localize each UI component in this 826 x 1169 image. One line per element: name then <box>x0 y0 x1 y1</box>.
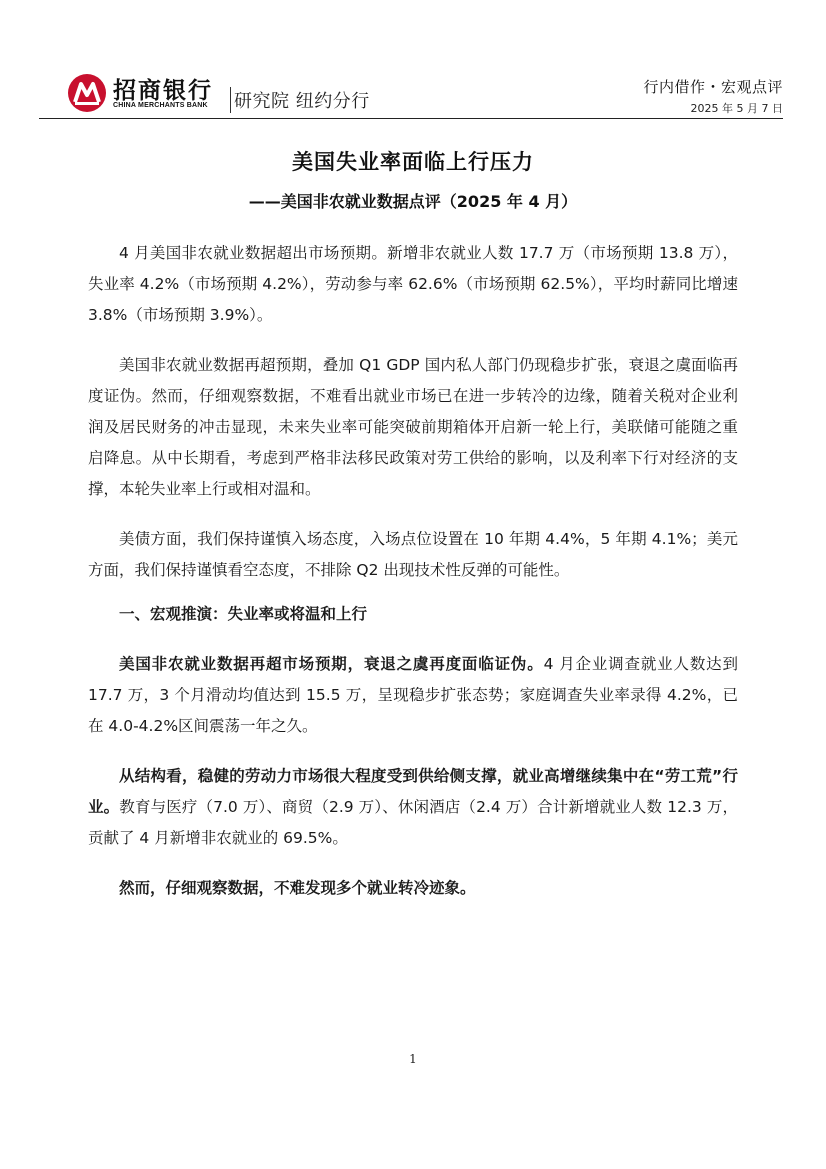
logo-english-text: CHINA MERCHANTS BANK <box>113 102 208 109</box>
section-heading: 一、宏观推演：失业率或将温和上行 <box>119 605 368 623</box>
section-paragraph-1-text: 4 月企业调查就业人数达到 17.7 万，3 个月滑动均值达到 15.5 万，呈现稳步扩张态势；家庭调查失业率录得 4.2%，已在 4.0-4.2%区间震荡一年之久。 <box>88 655 738 735</box>
page-number: 1 <box>409 1052 417 1066</box>
outlook-paragraph: 美国非农就业数据再超预期，叠加 Q1 GDP 国内私人部门仍现稳步扩张，衰退之虞面临再度证伪。然而，仔细观察数据，不难看出就业市场已在进一步转冷的边缘，随着关税对企业利润及居民财务的冲击显现，未来失业率可能突破前期箱体开启新一轮上行，美联储可能随之重启降息。从中长期看，考虑到严格非法移民政策对劳工供给的影响，以及利率下行对经济的支撑，本轮失业率上行或相对温和。 <box>88 356 738 498</box>
header-divider <box>39 118 783 119</box>
section-paragraph-1-lead: 美国非农就业数据再超市场预期，衰退之虞再度面临证伪。 <box>119 655 544 673</box>
page-header <box>67 70 783 118</box>
section-paragraph-3 <box>88 873 738 904</box>
report-body <box>88 238 738 904</box>
section-paragraph-2 <box>88 761 738 854</box>
page-title: 美国失业率面临上行压力 <box>292 150 534 174</box>
document-date: 2025 年 5 月 7 日 <box>690 102 783 115</box>
section-paragraph-1 <box>88 649 738 742</box>
department-label: 研究院 纽约分行 <box>234 91 370 112</box>
strategy-paragraph: 美债方面，我们保持谨慎入场态度，入场点位设置在 10 年期 4.4%，5 年期 4.1%；美元方面，我们保持谨慎看空态度，不排除 Q2 出现技术性反弹的可能性。 <box>88 530 738 579</box>
header-separator <box>230 87 231 113</box>
bank-logo-icon <box>67 73 107 113</box>
document-type: 行内借作・宏观点评 <box>643 78 783 96</box>
page-subtitle: ——美国非农就业数据点评（2025 年 4 月） <box>248 192 578 211</box>
section-paragraph-2-text: 教育与医疗（7.0 万）、商贸（2.9 万）、休闲酒店（2.4 万）合计新增就业人数 12.3 万，贡献了 4 月新增非农就业的 69.5%。 <box>88 798 738 847</box>
logo-chinese-text: 招商银行 <box>113 78 213 104</box>
section-paragraph-3-lead: 然而，仔细观察数据，不难发现多个就业转冷迹象。 <box>119 879 476 897</box>
summary-paragraph: 4 月美国非农就业数据超出市场预期。新增非农就业人数 17.7 万（市场预期 13.8 万），失业率 4.2%（市场预期 4.2%），劳动参与率 62.6%（市场预期 62.5%），平均时薪同比增速 3.8%（市场预期 3.9%）。 <box>88 244 738 324</box>
section-paragraph-2-lead: 从结构看，稳健的劳动力市场很大程度受到供给侧支撑，就业高增继续集中在“劳工荒”行业。 <box>88 767 738 816</box>
